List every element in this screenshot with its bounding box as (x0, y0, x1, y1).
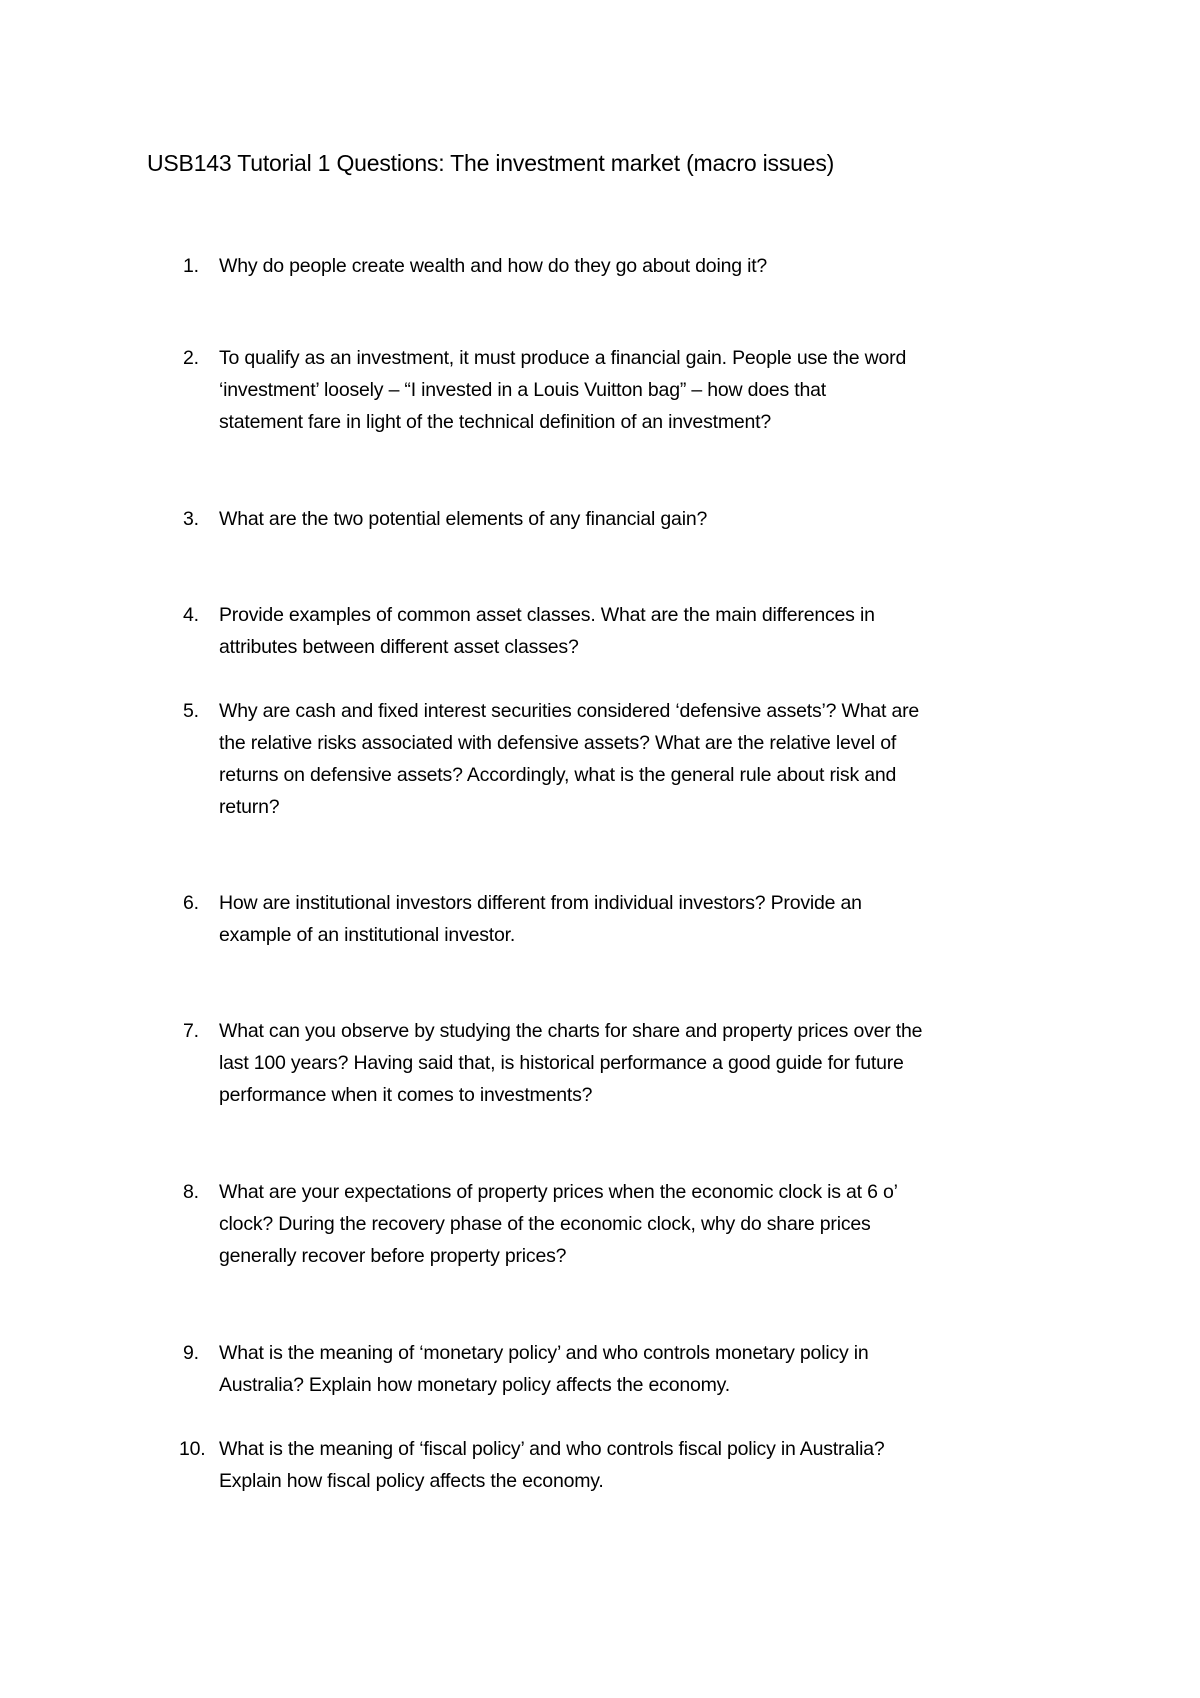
question-text: example of an institutional investor. (219, 924, 516, 946)
question-text: To qualify as an investment, it must produce a financial gain. People use the word (219, 347, 907, 369)
question-text: Australia? Explain how monetary policy affects the economy. (219, 1374, 730, 1396)
question-text: What is the meaning of ‘monetary policy’ and who controls monetary policy in (219, 1342, 869, 1364)
question-text: clock? During the recovery phase of the economic clock, why do share prices (219, 1213, 871, 1235)
question-number: 2. (183, 347, 199, 369)
question-text: What are the two potential elements of any financial gain? (219, 508, 708, 530)
question-text: Why are cash and fixed interest securities considered ‘defensive assets’? What are (219, 700, 920, 722)
question-number: 4. (183, 604, 199, 626)
question-3 (183, 503, 1083, 535)
question-number: 10. (179, 1438, 206, 1460)
question-8 (183, 1176, 1083, 1272)
question-10 (179, 1433, 1083, 1497)
question-number: 9. (183, 1342, 199, 1364)
question-number: 5. (183, 700, 199, 722)
question-text: ‘investment’ loosely – “I invested in a Louis Vuitton bag” – how does that (219, 379, 827, 401)
question-9 (183, 1337, 1083, 1401)
question-text: What is the meaning of ‘fiscal policy’ and who controls fiscal policy in Australia? (219, 1438, 885, 1460)
question-text: Explain how fiscal policy affects the economy. (219, 1470, 604, 1492)
question-text: statement fare in light of the technical definition of an investment? (219, 411, 772, 433)
question-number: 1. (183, 255, 199, 277)
question-2 (183, 342, 1083, 438)
question-5 (183, 695, 1083, 823)
question-text: What can you observe by studying the charts for share and property prices over the (219, 1020, 923, 1042)
question-text: What are your expectations of property prices when the economic clock is at 6 o’ (219, 1181, 898, 1203)
question-number: 6. (183, 892, 199, 914)
question-text: return? (219, 796, 280, 818)
question-text: returns on defensive assets? Accordingly, what is the general rule about risk and (219, 764, 897, 786)
question-text: the relative risks associated with defensive assets? What are the relative level of (219, 732, 897, 754)
question-text: Provide examples of common asset classes. What are the main differences in (219, 604, 875, 626)
question-text: Why do people create wealth and how do they go about doing it? (219, 255, 768, 277)
question-1 (183, 250, 1083, 282)
question-text: attributes between different asset classes? (219, 636, 579, 658)
question-text: How are institutional investors different from individual investors? Provide an (219, 892, 862, 914)
question-6 (183, 887, 1083, 951)
question-4 (183, 599, 1083, 663)
question-number: 7. (183, 1020, 199, 1042)
question-text: generally recover before property prices? (219, 1245, 567, 1267)
question-number: 8. (183, 1181, 199, 1203)
question-text: last 100 years? Having said that, is historical performance a good guide for future (219, 1052, 904, 1074)
question-7 (183, 1015, 1083, 1111)
page-title: USB143 Tutorial 1 Questions: The investment market (macro issues) (147, 150, 835, 176)
question-text: performance when it comes to investments? (219, 1084, 593, 1106)
question-number: 3. (183, 508, 199, 530)
